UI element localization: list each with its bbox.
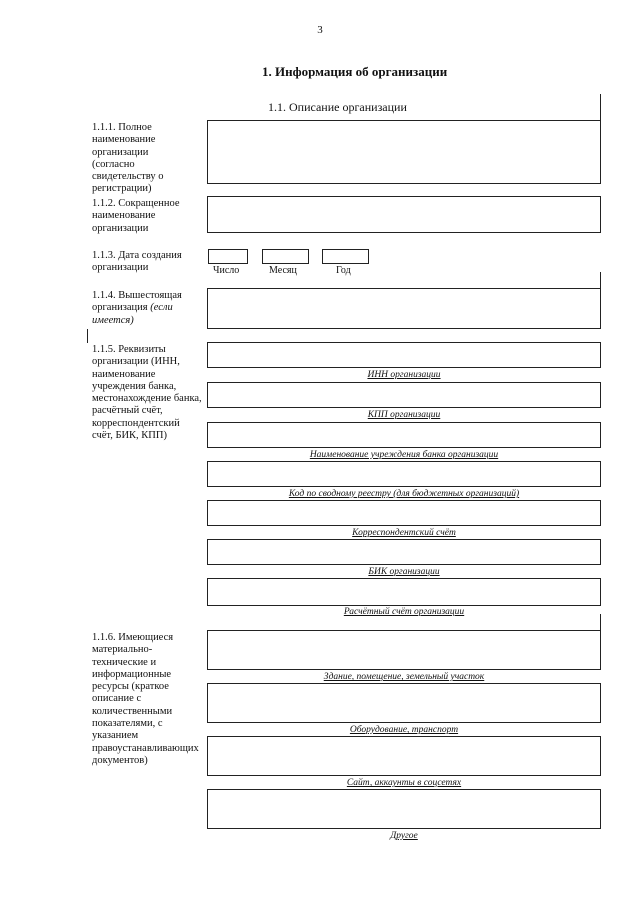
date-month-field[interactable]	[262, 249, 309, 264]
parent-org-label-main: 1.1.4. Вышестоящая организация	[92, 290, 182, 314]
building-field[interactable]	[207, 630, 601, 670]
corr-account-field[interactable]	[207, 500, 601, 526]
kpp-caption: КПП организации	[367, 410, 441, 420]
equipment-field[interactable]	[207, 683, 601, 723]
equipment-caption: Оборудование, транспорт	[349, 725, 459, 735]
kpp-field[interactable]	[207, 382, 601, 408]
date-year-caption: Год	[336, 265, 351, 276]
section-title: 1. Информация об организации	[262, 64, 448, 79]
registry-code-field[interactable]	[207, 461, 601, 487]
parent-org-label	[92, 290, 204, 327]
building-caption: Здание, помещение, земельный участок	[323, 672, 485, 682]
website-field[interactable]	[207, 736, 601, 776]
bik-caption: БИК организации	[368, 567, 440, 577]
right-border-line	[600, 94, 601, 120]
bank-name-field[interactable]	[207, 422, 601, 448]
date-year-field[interactable]	[322, 249, 369, 264]
full-name-field[interactable]	[207, 120, 601, 184]
inn-caption: ИНН организации	[367, 370, 441, 380]
resources-label: 1.1.6. Имеющиеся материально-технические и информационные ресурсы (краткое описание с количественными показателями, с указанием правоустанавливающих документов)	[92, 632, 199, 766]
date-month-caption: Месяц	[269, 265, 297, 276]
subsection-title: 1.1. Описание организации	[268, 100, 407, 114]
settlement-account-caption: Расчётный счёт организации	[343, 607, 465, 617]
short-name-label: 1.1.2. Сокращенное наименование организации	[92, 198, 180, 234]
settlement-account-field[interactable]	[207, 578, 601, 606]
website-caption: Сайт, аккаунты в соцсетях	[346, 778, 462, 788]
parent-org-field[interactable]	[207, 288, 601, 329]
page-number: 3	[317, 24, 323, 36]
date-day-caption: Число	[213, 265, 240, 276]
requisites-label: 1.1.5. Реквизиты организации (ИНН, наименование учреждения банка, местонахождение банка, расчётный счёт, корреспондентский счёт, БИК, КПП)	[92, 344, 202, 442]
short-name-field[interactable]	[207, 196, 601, 233]
other-field[interactable]	[207, 789, 601, 829]
bik-field[interactable]	[207, 539, 601, 565]
full-name-label: 1.1.1. Полное наименование организации (согласно свидетельству о регистрации)	[92, 122, 164, 195]
left-border-line	[87, 329, 88, 343]
other-caption: Другое	[390, 831, 418, 841]
corr-account-caption: Корреспондентский счёт	[352, 528, 456, 538]
bank-name-caption: Наименование учреждения банка организации	[309, 450, 499, 460]
parent-org-label-note: (если имеется)	[92, 302, 173, 326]
registry-code-caption: Код по сводному реестру (для бюджетных организаций)	[288, 489, 520, 499]
date-day-field[interactable]	[208, 249, 248, 264]
creation-date-label: 1.1.3. Дата создания организации	[92, 250, 182, 274]
inn-field[interactable]	[207, 342, 601, 368]
